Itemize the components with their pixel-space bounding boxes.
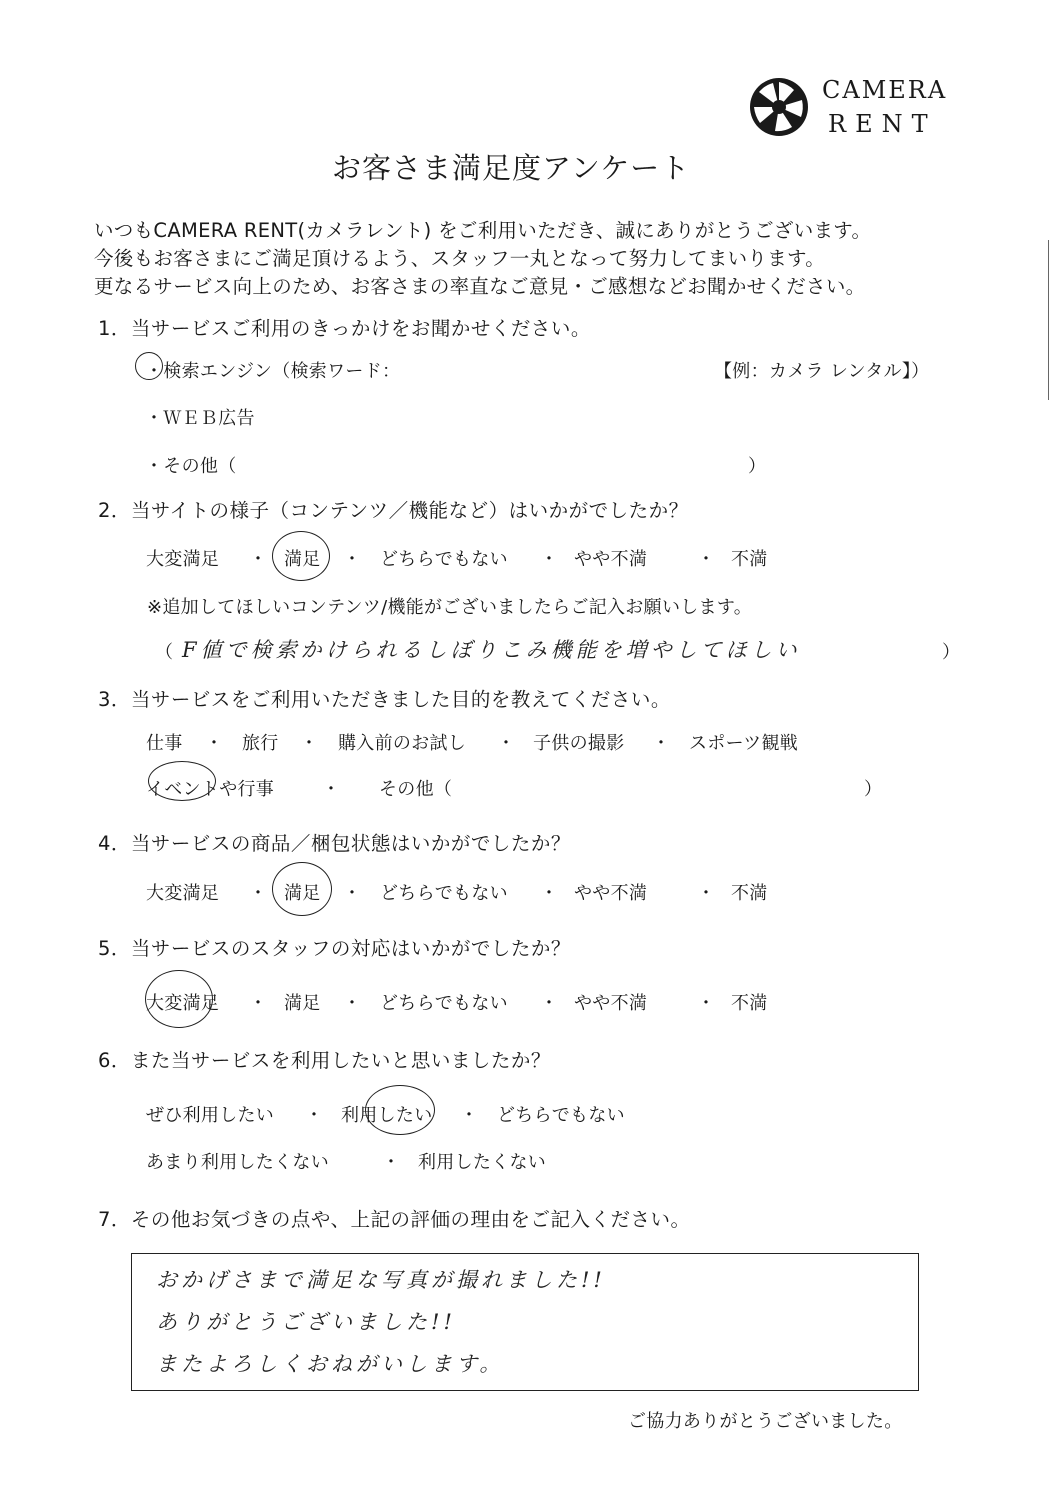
q5-question: 5．当サービスのスタッフの対応はいかがでしたか？ (98, 937, 571, 960)
q6-selection-mark (365, 1085, 435, 1135)
q5-option-satisfied[interactable]: 満足 (284, 993, 321, 1014)
q6-option-would-not[interactable]: 利用したくない (418, 1152, 547, 1173)
q4-option-dissatisfied[interactable]: 不満 (731, 883, 768, 904)
q2-note: ※追加してほしいコンテンツ/機能がございましたらご記入お願いします。 (147, 597, 753, 618)
q3-option-event[interactable]: イベントや行事 (146, 779, 275, 800)
q3-separator: ・ (652, 733, 670, 754)
q3-option-travel[interactable]: 旅行 (242, 733, 279, 754)
q2-separator: ・ (249, 549, 267, 570)
comment-box[interactable] (131, 1253, 919, 1391)
q4-option-very-satisfied[interactable]: 大変満足 (146, 883, 220, 904)
q2-question: 2．当サイトの様子（コンテンツ／機能など）はいかがでしたか？ (98, 499, 689, 522)
q4-separator: ・ (249, 883, 267, 904)
q1-option-web-ad[interactable]: ・ＷＥＢ広告 (145, 408, 255, 429)
q4-separator: ・ (540, 883, 558, 904)
q3-separator: ・ (322, 779, 340, 800)
q6-option-neutral[interactable]: どちらでもない (497, 1105, 625, 1126)
q5-option-dissatisfied[interactable]: 不満 (731, 993, 768, 1014)
q3-separator: ・ (497, 733, 515, 754)
q1-option-other[interactable]: ・その他（ (145, 456, 237, 477)
q2-option-dissatisfied[interactable]: 不満 (731, 549, 768, 570)
q2-option-neutral[interactable]: どちらでもない (380, 549, 508, 570)
q3-option-work[interactable]: 仕事 (146, 733, 183, 754)
q2-separator: ・ (540, 549, 558, 570)
q1-selection-mark (135, 352, 163, 380)
closing-message: ご協力ありがとうございました。 (628, 1411, 903, 1432)
q3-option-sports[interactable]: スポーツ観戦 (689, 733, 799, 754)
comment-line-2: ありがとうございました!! (156, 1310, 456, 1334)
q4-separator: ・ (697, 883, 715, 904)
q4-selection-mark (272, 862, 332, 916)
q3-question: 3．当サービスをご利用いただきました目的を教えてください。 (98, 688, 671, 711)
intro-line-2: 今後もお客さまにご満足頂けるよう、スタッフ一丸となって努力してまいります。 (94, 247, 826, 270)
q5-separator: ・ (697, 993, 715, 1014)
q3-other-close: ） (864, 779, 883, 800)
q5-separator: ・ (249, 993, 267, 1014)
q4-separator: ・ (343, 883, 361, 904)
q1-question: 1．当サービスご利用のきっかけをお聞かせください。 (98, 317, 591, 340)
comment-line-3: またよろしくおねがいします。 (156, 1352, 505, 1376)
logo-line-rent: RENT (828, 110, 937, 138)
q5-separator: ・ (343, 993, 361, 1014)
q2-option-satisfied[interactable]: 満足 (284, 549, 321, 570)
q3-selection-mark (148, 761, 216, 801)
q4-option-neutral[interactable]: どちらでもない (380, 883, 508, 904)
scan-artifact (1048, 240, 1049, 400)
comment-line-1: おかげさまで満足な写真が撮れました!! (156, 1268, 606, 1292)
q3-option-trial[interactable]: 購入前のお試し (338, 733, 467, 754)
q6-question: 6．また当サービスを利用したいと思いましたか？ (98, 1049, 551, 1072)
q2-close-paren: ） (942, 642, 961, 663)
q1-search-example: 【例：カメラ レンタル】） (714, 361, 930, 382)
q6-option-rather-not[interactable]: あまり利用したくない (146, 1152, 329, 1173)
q5-separator: ・ (540, 993, 558, 1014)
q2-option-very-satisfied[interactable]: 大変満足 (146, 549, 220, 570)
q5-option-very-satisfied[interactable]: 大変満足 (146, 993, 220, 1014)
q6-separator: ・ (460, 1105, 478, 1126)
logo-line-camera: CAMERA (822, 76, 948, 104)
page-title: お客さま満足度アンケート (332, 151, 691, 185)
q5-option-somewhat-dissatisfied[interactable]: やや不満 (574, 993, 648, 1014)
q2-separator: ・ (343, 549, 361, 570)
q5-selection-mark (145, 970, 213, 1028)
q6-separator: ・ (305, 1105, 323, 1126)
q3-option-other[interactable]: その他（ (379, 779, 453, 800)
q3-separator: ・ (300, 733, 318, 754)
q4-option-satisfied[interactable]: 満足 (284, 883, 321, 904)
q2-selection-mark (272, 531, 330, 581)
q7-question: 7．その他お気づきの点や、上記の評価の理由をご記入ください。 (98, 1208, 691, 1231)
q6-separator: ・ (382, 1152, 400, 1173)
q3-separator: ・ (205, 733, 223, 754)
q4-option-somewhat-dissatisfied[interactable]: やや不満 (574, 883, 648, 904)
q3-option-children[interactable]: 子供の撮影 (533, 733, 625, 754)
intro-line-1: いつもCAMERA RENT(カメラレント) をご利用いただき、誠にありがとうございます。 (94, 219, 872, 242)
q2-open-paren: （ (155, 642, 174, 663)
q5-option-neutral[interactable]: どちらでもない (380, 993, 508, 1014)
q1-option-search-engine[interactable]: ・検索エンジン（検索ワード： (145, 361, 401, 382)
q1-other-close: ） (748, 456, 767, 477)
q2-handwritten-request: F値で検索かけられるしぼりこみ機能を増やしてほしい (182, 638, 801, 662)
q4-question: 4．当サービスの商品／梱包状態はいかがでしたか？ (98, 832, 571, 855)
q6-option-would-use[interactable]: 利用したい (341, 1105, 433, 1126)
q2-separator: ・ (697, 549, 715, 570)
q2-option-somewhat-dissatisfied[interactable]: やや不満 (574, 549, 648, 570)
logo (748, 72, 948, 142)
camera-shutter-icon (748, 76, 810, 138)
intro-line-3: 更なるサービス向上のため、お客さまの率直なご意見・ご感想などお聞かせください。 (94, 275, 866, 298)
q6-option-definitely[interactable]: ぜひ利用したい (146, 1105, 275, 1126)
